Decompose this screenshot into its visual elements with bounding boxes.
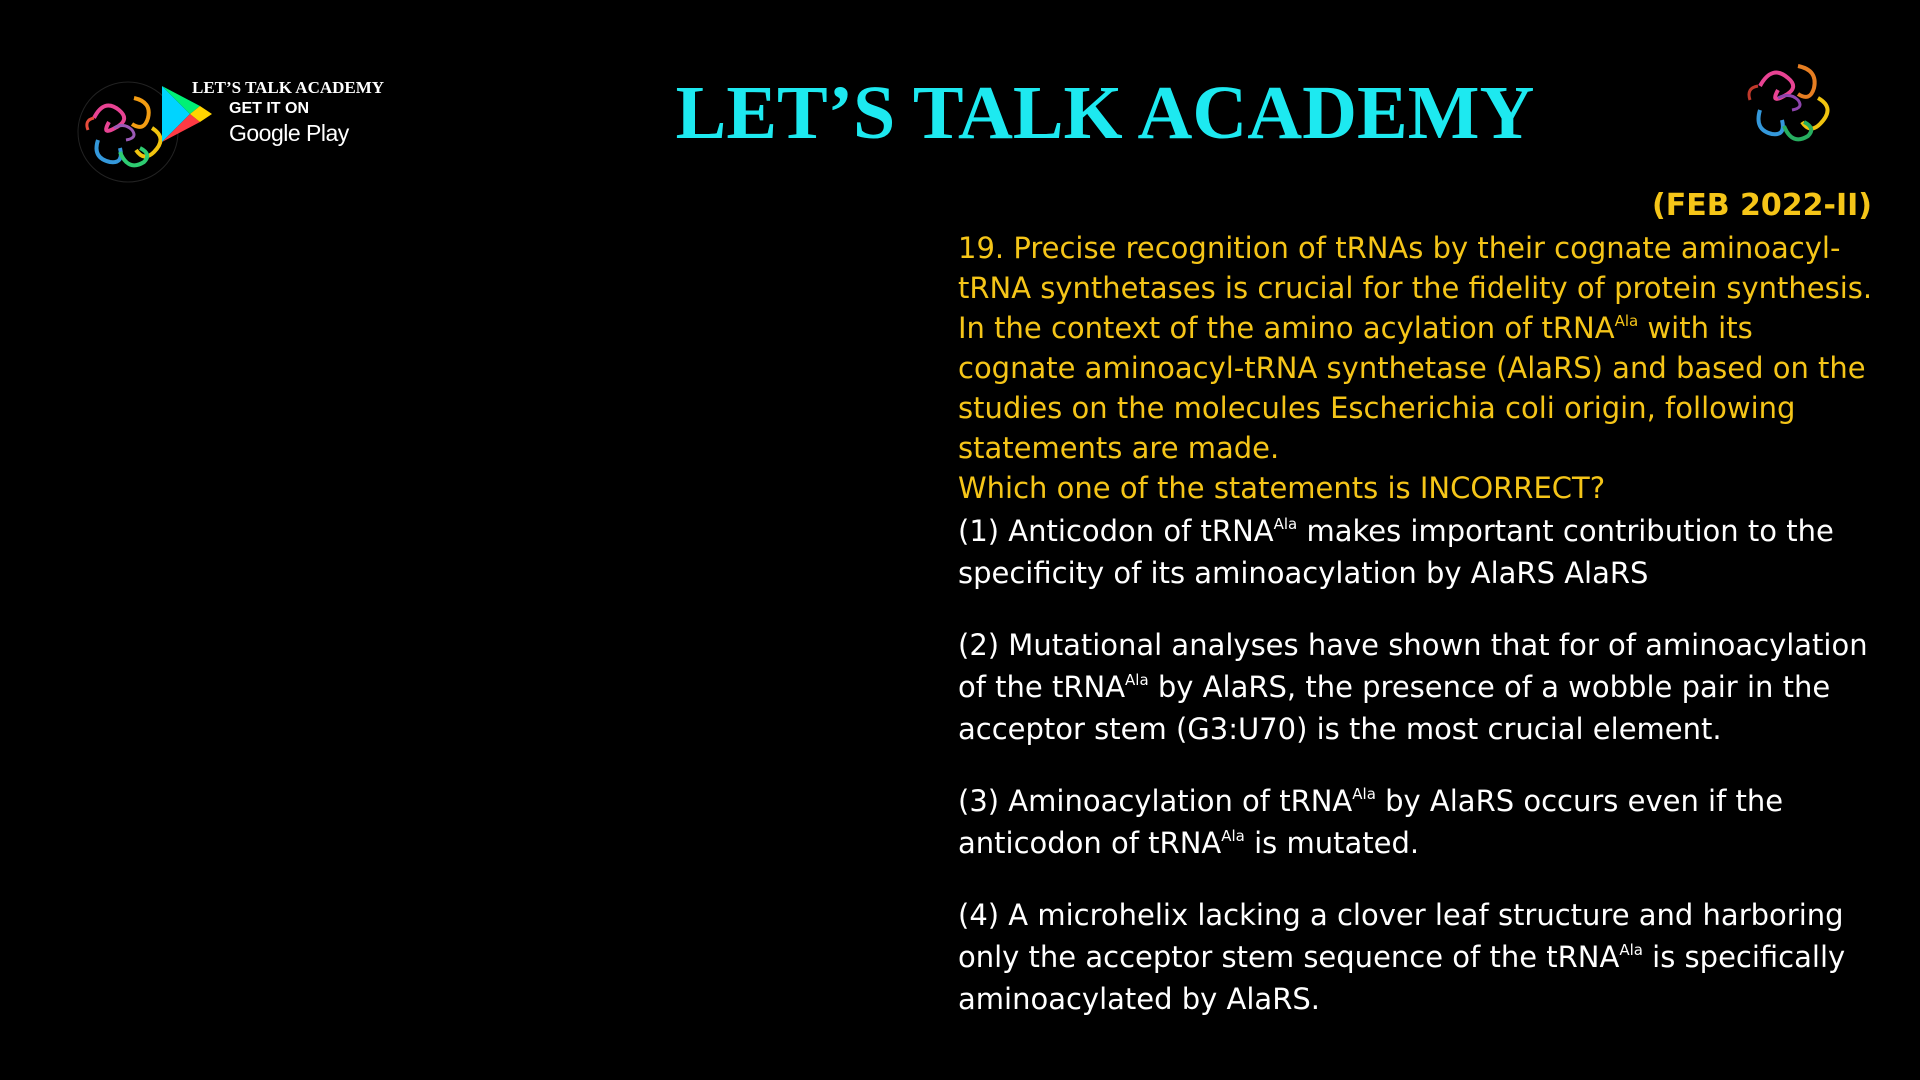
option-1-text-a: (1) Anticodon of tRNA: [958, 514, 1274, 548]
badge-store-name: Google Play: [229, 120, 349, 146]
option-3: [958, 780, 1878, 864]
superscript-ala: Ala: [1352, 785, 1376, 803]
question-block: [958, 228, 1878, 508]
option-4: [958, 894, 1878, 1020]
question-text-part1: 19. Precise recognition of tRNAs by their cognate aminoacyl-tRNA synthetases is crucial for the fidelity of protein synthesis. In the context of the amino acylation of tRNA: [958, 231, 1873, 345]
option-3-text-a: (3) Aminoacylation of tRNA: [958, 784, 1353, 818]
superscript-ala: Ala: [1273, 515, 1298, 533]
superscript-ala: Ala: [1619, 941, 1643, 959]
option-1: [958, 510, 1878, 594]
superscript-ala: Ala: [1221, 827, 1245, 845]
option-3-text-b: by AlaRS occurs even if the anticodon of tRNA: [958, 784, 1784, 860]
option-4-text-a: (4) A microhelix lacking a clover leaf structure and harboring only the acceptor stem sequence of the tRNA: [958, 898, 1844, 974]
question-text: [958, 228, 1878, 468]
option-2-text-b: by AlaRS, the presence of a wobble pair in the acceptor stem (G3:U70) is the most crucial element.: [958, 670, 1831, 746]
protein-logo-icon: [1738, 50, 1846, 158]
badge-get-it-on: GET IT ON: [229, 100, 309, 117]
option-4-text-b: is specifically aminoacylated by AlaRS.: [958, 940, 1846, 1016]
google-play-badge[interactable]: [160, 78, 420, 152]
exam-tag: (FEB 2022-II): [1652, 188, 1872, 223]
question-text-part2: with its cognate aminoacyl-tRNA synthetase (AlaRS) and based on the studies on the molecules Escherichia coli origin, following statements are made.: [958, 311, 1866, 465]
google-play-icon: [160, 84, 214, 144]
option-1-text-b: makes important contribution to the specificity of its aminoacylation by AlaRS AlaRS: [958, 514, 1834, 590]
question-prompt: Which one of the statements is INCORRECT?: [958, 471, 1606, 505]
option-3-text-c: is mutated.: [1244, 826, 1420, 860]
options-list: [958, 510, 1878, 1050]
superscript-ala: Ala: [1614, 312, 1639, 330]
page-title: LET’S TALK ACADEMY: [675, 71, 1535, 155]
badge-brand-text: LET’S TALK ACADEMY: [192, 78, 385, 97]
option-2: [958, 624, 1878, 750]
superscript-ala: Ala: [1125, 671, 1149, 689]
option-2-text-a: (2) Mutational analyses have shown that for of aminoacylation of the tRNA: [958, 628, 1868, 704]
